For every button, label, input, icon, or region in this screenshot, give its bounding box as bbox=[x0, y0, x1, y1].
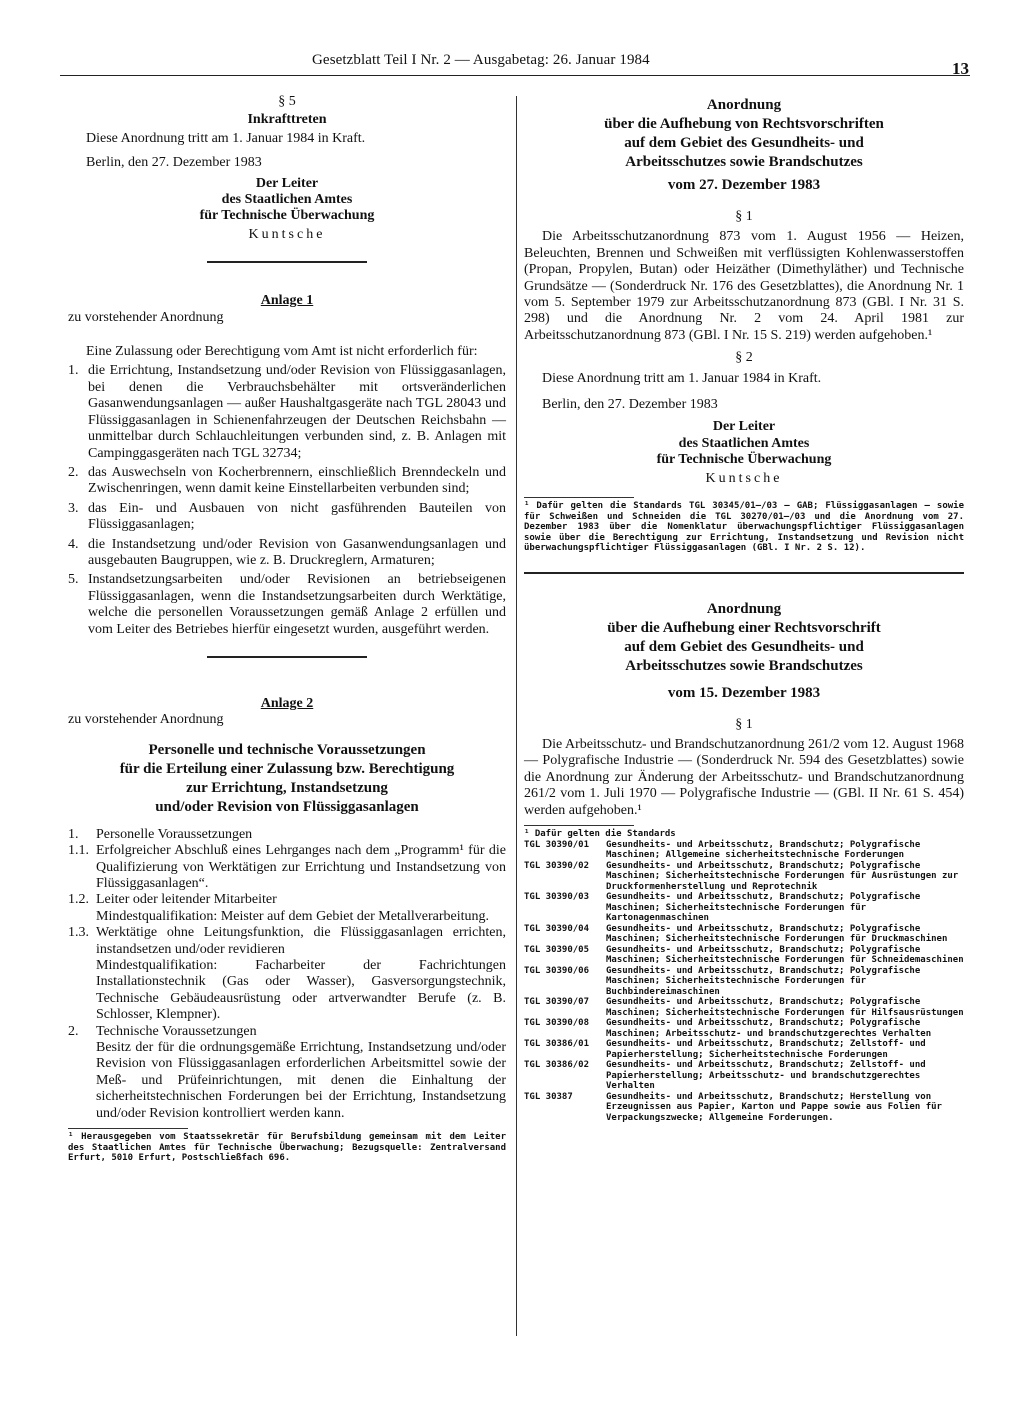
footnote-rule bbox=[524, 825, 634, 826]
requirement-item bbox=[68, 827, 506, 843]
standard-title: Gesundheits- und Arbeitsschutz, Brandschutz; Polygrafische Maschinen; Sicherheitstechnische Forderungen für Kartonagenmaschinen bbox=[606, 892, 921, 924]
list-item-text: die Instandsetzung und/oder Revision von Gasanwendungsanlagen und ausgebauten Baugruppen, wie z. B. Druckreglern, Armaturen; bbox=[88, 536, 506, 568]
anlage-2-title-4: und/oder Revision von Flüssiggasanlagen bbox=[155, 798, 419, 815]
standard-title: Gesundheits- und Arbeitsschutz, Brandschutz; Herstellung von Erzeugnissen aus Papier, Karton und Pappe sowie aus Folien für Verpackungszwecke; Allgemeine Forderungen. bbox=[606, 1091, 942, 1123]
list-item-text: Instandsetzungsarbeiten und/oder Revisionen an betriebseigenen Flüssiggasanlagen, wenn die Instandsetzungsarbeiten durch Werktätige, welche die personellen Voraussetzungen gemäß Anlage 2 erfüllen und vom Leiter des Betriebes hierfür eingesetzt wurden, ausgeführt werden. bbox=[88, 572, 506, 637]
requirement-number: 2. bbox=[68, 1023, 79, 1039]
standard-entry bbox=[524, 1092, 964, 1124]
requirement-text: Technische Voraussetzungen bbox=[96, 1023, 257, 1039]
order-1-signer: Kuntsche bbox=[705, 470, 783, 486]
order-1-section-1-text: Die Arbeitsschutzanordnung 873 vom 1. August 1956 — Heizen, Beleuchten, Brennen und Schweißen mit verflüssigten Kohlenwasserstoffen (Propan, Propylen, Butan) oder Heizäther (Dimethyläther) und Technische Grundsätze — (Sonderdruck Nr. 176 des Gesetzblattes), die Anordnung Nr. 1 vom 5. September 1979 zur Arbeitsschutzanordnung 873 (GBl. I Nr. 31 S. 298) und die Anordnung Nr. 2 vom 24. April 1981 zur Arbeitsschutzanordnung 873 (GBl. I Nr. 15 S. 219) werden aufgehoben.¹ bbox=[524, 229, 964, 343]
requirement-item bbox=[68, 958, 506, 1024]
order-1-title-2: über die Aufhebung von Rechtsvorschriften bbox=[604, 116, 884, 132]
order-2-section-1-text: Die Arbeitsschutz- und Brandschutzanordnung 261/2 vom 12. August 1968 — Polygrafische Industrie — (Sonderdruck Nr. 594 des Gesetzblattes) sowie die Anordnung zur Änderung der Arbeitsschutz- und Brandschutzanordnung 261/2 vom 1. Juli 1970 — Polygrafische Industrie — (GBl. II Nr. 61 S. 454) werden aufgehoben.¹ bbox=[524, 737, 964, 818]
requirement-text: Mindestqualifikation: Meister auf dem Gebiet der Metallverarbeitung. bbox=[96, 908, 490, 924]
anlage-2-heading: Anlage 2 bbox=[260, 695, 314, 711]
running-header: Gesetzblatt Teil I Nr. 2 — Ausgabetag: 26. Januar 1984 bbox=[312, 52, 650, 68]
standard-entry bbox=[524, 924, 964, 945]
requirement-item bbox=[68, 909, 506, 925]
requirement-text: Leiter oder leitender Mitarbeiter bbox=[96, 892, 277, 908]
order-separator-rule bbox=[524, 572, 964, 574]
signer-name: Kuntsche bbox=[248, 226, 326, 242]
order-2-title-2: über die Aufhebung einer Rechtsvorschrift bbox=[607, 619, 881, 636]
standard-entry bbox=[524, 945, 964, 966]
place-date: Berlin, den 27. Dezember 1983 bbox=[86, 155, 262, 171]
list-item bbox=[68, 363, 506, 461]
order-2-section-1-heading: § 1 bbox=[735, 716, 753, 732]
anlage-2-subtitle: zu vorstehender Anordnung bbox=[68, 712, 224, 728]
footnote-rule bbox=[68, 1128, 188, 1129]
standard-title: Gesundheits- und Arbeitsschutz, Brandschutz; Polygrafische Maschinen; Sicherheitstechnische Forderungen für Buchbindereimaschinen bbox=[606, 965, 921, 997]
standard-code: TGL 30390/05 bbox=[524, 944, 590, 955]
list-item-text: das Ein- und Ausbauen von nicht gasführenden Bauteilen von Flüssiggasanlagen; bbox=[88, 500, 506, 533]
standard-entry bbox=[524, 892, 964, 924]
order-1-title-4: Arbeitsschutzes sowie Brandschutzes bbox=[625, 154, 863, 170]
standard-code: TGL 30387 bbox=[524, 1091, 573, 1102]
separator-rule bbox=[207, 261, 367, 263]
order-1-place-date: Berlin, den 27. Dezember 1983 bbox=[542, 397, 718, 413]
order-2-title-1: Anordnung bbox=[706, 600, 782, 617]
standard-entry bbox=[524, 840, 964, 861]
anlage-1-subtitle: zu vorstehender Anordnung bbox=[68, 309, 224, 325]
requirement-item bbox=[68, 892, 506, 908]
list-item-number: 4. bbox=[68, 536, 79, 552]
list-item-number: 1. bbox=[68, 363, 79, 379]
order-2-footnote-intro: ¹ Dafür gelten die Standards bbox=[524, 829, 676, 840]
order-1-signature-1: Der Leiter bbox=[712, 419, 776, 435]
requirement-text: Personelle Voraussetzungen bbox=[96, 826, 253, 842]
anlage-2-title-2: für die Erteilung einer Zulassung bzw. Berechtigung bbox=[119, 760, 455, 777]
list-item bbox=[68, 501, 506, 534]
standard-code: TGL 30390/08 bbox=[524, 1018, 590, 1029]
signature-line-2: des Staatlichen Amtes bbox=[221, 192, 353, 208]
signature-line-1: Der Leiter bbox=[255, 175, 319, 191]
standard-entry bbox=[524, 997, 964, 1018]
list-item-number: 3. bbox=[68, 500, 79, 516]
standard-code: TGL 30390/04 bbox=[524, 923, 590, 934]
signature-line-3: für Technische Überwachung bbox=[199, 208, 375, 224]
requirement-number: 1.3. bbox=[68, 925, 89, 941]
order-1-section-1-heading: § 1 bbox=[735, 209, 753, 224]
order-2-date: vom 15. Dezember 1983 bbox=[667, 684, 821, 701]
requirement-number bbox=[68, 909, 96, 925]
anlage-2-title-1: Personelle und technische Voraussetzungen bbox=[148, 741, 426, 758]
list-item bbox=[68, 537, 506, 570]
list-item bbox=[68, 572, 506, 638]
standard-title: Gesundheits- und Arbeitsschutz, Brandschutz; Polygrafische Maschinen; Arbeitsschutz- und brandschutzgerechtes Verhalten bbox=[606, 1018, 932, 1039]
requirement-number: 1.1. bbox=[68, 843, 89, 859]
standard-code: TGL 30390/07 bbox=[524, 997, 590, 1008]
order-1-section-2-text: Diese Anordnung tritt am 1. Januar 1984 in Kraft. bbox=[542, 370, 822, 386]
left-column bbox=[68, 92, 506, 1164]
standard-title: Gesundheits- und Arbeitsschutz, Brandschutz; Zellstoff- und Papierherstellung; Arbeitsschutz- und brandschutzgerechtes Verhalten bbox=[606, 1060, 926, 1092]
order-1-section-2-heading: § 2 bbox=[735, 350, 753, 366]
order-1-signature-3: für Technische Überwachung bbox=[656, 452, 832, 468]
right-column bbox=[524, 96, 964, 1123]
standard-entry bbox=[524, 966, 964, 998]
standard-code: TGL 30386/01 bbox=[524, 1039, 590, 1050]
standard-code: TGL 30390/03 bbox=[524, 892, 590, 903]
section-5-title: Inkrafttreten bbox=[247, 112, 327, 128]
requirement-number bbox=[68, 1040, 96, 1122]
order-2-title-4: Arbeitsschutzes sowie Brandschutzes bbox=[625, 657, 863, 674]
list-item bbox=[68, 465, 506, 498]
footnote-left: ¹ Herausgegeben vom Staatssekretär für Berufsbildung gemeinsam mit dem Leiter des Staatlichen Amtes für Technische Überwachung; Bezugsquelle: Zentralversand Erfurt, 5010 Erfurt, Postschließfach 696. bbox=[68, 1132, 506, 1164]
section-5-heading: § 5 bbox=[278, 94, 296, 109]
standard-entry bbox=[524, 1018, 964, 1039]
page-number: 13 bbox=[952, 59, 969, 78]
header-rule bbox=[60, 75, 970, 76]
standard-entry bbox=[524, 1039, 964, 1060]
list-item-number: 5. bbox=[68, 572, 79, 588]
requirement-item bbox=[68, 1040, 506, 1122]
standard-code: TGL 30390/02 bbox=[524, 860, 590, 871]
requirement-item bbox=[68, 1024, 506, 1040]
list-item-number: 2. bbox=[68, 464, 79, 480]
standards-list bbox=[524, 840, 964, 1124]
standard-title: Gesundheits- und Arbeitsschutz, Brandschutz; Polygrafische Maschinen; Sicherheitstechnische Forderungen für Schneidemaschinen bbox=[606, 944, 964, 966]
standard-title: Gesundheits- und Arbeitsschutz, Brandschutz; Zellstoff- und Papierherstellung; Sicherheitstechnische Forderungen bbox=[606, 1039, 926, 1060]
requirement-number bbox=[68, 958, 96, 1024]
order-1-date: vom 27. Dezember 1983 bbox=[667, 177, 821, 193]
requirement-text: Werktätige ohne Leitungsfunktion, die Flüssiggasanlagen errichten, instandsetzen und/oder revidieren bbox=[96, 925, 506, 957]
requirement-number: 1. bbox=[68, 826, 79, 842]
standard-title: Gesundheits- und Arbeitsschutz, Brandschutz; Polygrafische Maschinen; Sicherheitstechnische Forderungen für Druckmaschinen bbox=[606, 923, 948, 945]
anlage-2-title-3: zur Errichtung, Instandsetzung bbox=[186, 779, 388, 796]
standard-entry bbox=[524, 861, 964, 893]
requirement-number: 1.2. bbox=[68, 892, 89, 908]
requirement-text: Besitz der für die ordnungsgemäße Errichtung, Instandsetzung und/oder Revision von Flüssiggasanlagen erforderlichen Arbeitsmittel sowie der Meß- und Prüfeinrichtungen, mit denen die Einhaltung der sicherheitstechnischen Forderungen bei der Errichtung, Instandsetzung und/oder Revision kontrolliert werden kann. bbox=[96, 1040, 506, 1121]
section-5-text: Diese Anordnung tritt am 1. Januar 1984 in Kraft. bbox=[86, 130, 366, 146]
order-1-title-1: Anordnung bbox=[706, 97, 782, 113]
anlage-1-intro: Eine Zulassung oder Berechtigung vom Amt ist nicht erforderlich für: bbox=[86, 344, 478, 360]
footnote-rule bbox=[524, 497, 634, 498]
standard-code: TGL 30386/02 bbox=[524, 1060, 590, 1071]
order-1-footnote: ¹ Dafür gelten die Standards TGL 30345/01—/03 — GAB; Flüssiggasanlagen — sowie für Schweißen und Schneiden die TGL 30270/01—/03 und die Anordnung vom 27. Dezember 1983 über die Nomenklatur überwachungspflichtiger Flüssiggasanlagen sowie über die Berechtigung zur Errichtung, Instandsetzung und Revision nicht überwachungspflichtiger Flüssiggasanlagen (GBl. I Nr. 2 S. 12). bbox=[524, 501, 964, 554]
column-divider bbox=[516, 96, 517, 1336]
standard-title: Gesundheits- und Arbeitsschutz, Brandschutz; Polygrafische Maschinen; Allgemeine sicherheitstechnische Forderungen bbox=[606, 839, 921, 861]
separator-rule bbox=[207, 656, 367, 658]
requirement-item bbox=[68, 843, 506, 892]
standard-code: TGL 30390/06 bbox=[524, 965, 590, 976]
standard-entry bbox=[524, 1060, 964, 1092]
list-item-text: die Errichtung, Instandsetzung und/oder Revision von Flüssiggasanlagen, bei denen die Verbrauchsbehälter mit ortsveränderlichen Gasanwendungsanlagen — außer Haushaltgasgeräte nach TGL 28043 und Flüssiggasanlagen in Schienenfahrzeugen der Deutschen Reichsbahn — unmittelbar durch Schlauchleitungen verbunden sind, z. B. Anlagen mit Campinggasgeräten nach TGL 32734; bbox=[88, 363, 506, 461]
anlage-1-heading: Anlage 1 bbox=[260, 293, 314, 309]
order-1-title-3: auf dem Gebiet des Gesundheits- und bbox=[624, 135, 864, 151]
order-2-title-3: auf dem Gebiet des Gesundheits- und bbox=[624, 638, 864, 655]
requirement-text: Mindestqualifikation: Facharbeiter der Fachrichtungen Installationstechnik (Gas oder Wasser), Gasversorgungstechnik, Technische Gebäudeausrüstung oder artverwandter Berufe (z. B. Schlosser, Klempner). bbox=[96, 958, 506, 1023]
standard-title: Gesundheits- und Arbeitsschutz, Brandschutz; Polygrafische Maschinen; Sicherheitstechnische Forderungen für Ausrüstungen zur Druckformenherstellung und Reprotechnik bbox=[606, 860, 959, 892]
requirement-item bbox=[68, 925, 506, 958]
list-item-text: das Auswechseln von Kocherbrennern, einschließlich Brenndeckeln und Zwischenringen, wenn damit keine Einstellarbeiten verbunden sind; bbox=[88, 464, 506, 497]
order-1-signature-2: des Staatlichen Amtes bbox=[678, 435, 810, 451]
requirement-text: Erfolgreicher Abschluß eines Lehrganges nach dem „Programm¹ für die Qualifizierung von Werktätigen zur Errichtung und Instandsetzung von Flüssiggasanlagen“. bbox=[96, 843, 506, 891]
standard-title: Gesundheits- und Arbeitsschutz, Brandschutz; Polygrafische Maschinen; Sicherheitstechnische Forderungen für Hilfsausrüstungen bbox=[606, 997, 964, 1018]
standard-code: TGL 30390/01 bbox=[524, 839, 590, 850]
